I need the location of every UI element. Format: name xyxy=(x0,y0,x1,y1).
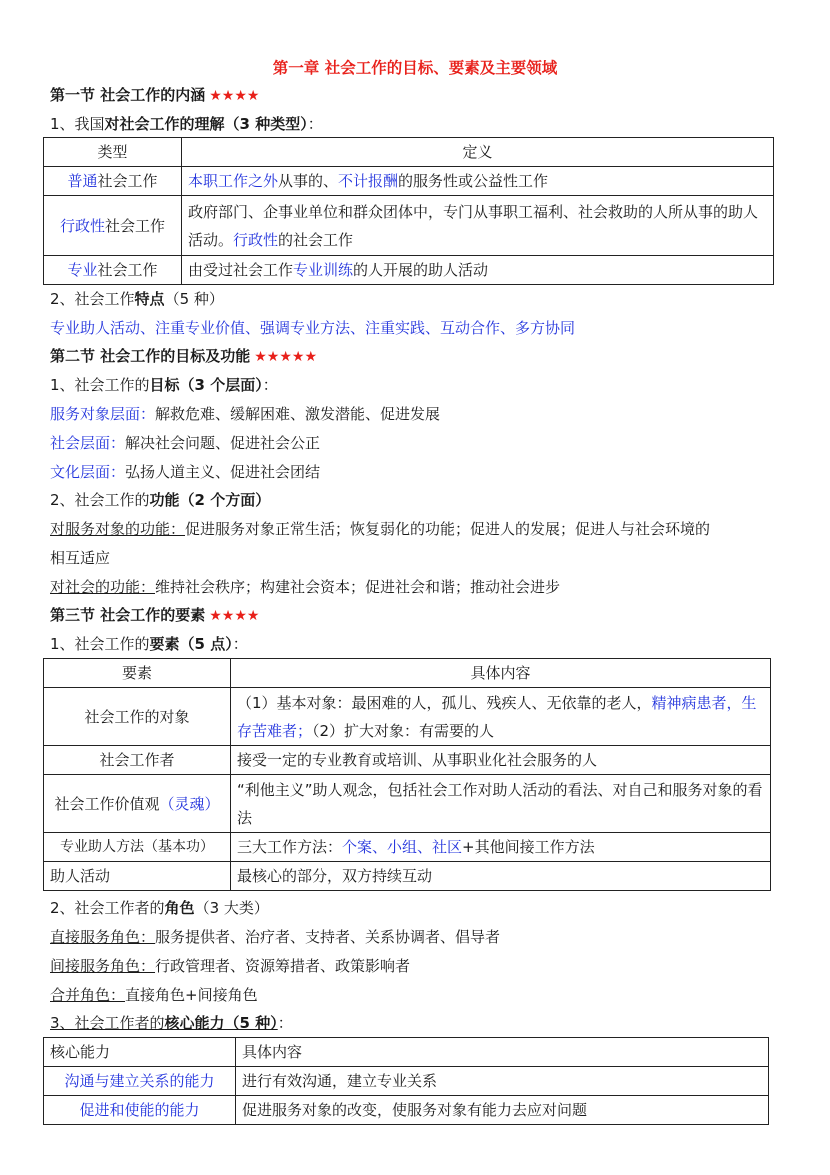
q-suffix: ： xyxy=(307,115,323,133)
q-prefix: 1、社会工作的 xyxy=(50,376,150,394)
text: 的服务性或公益性工作 xyxy=(398,172,549,190)
element-name: 社会工作的对象 xyxy=(44,688,231,746)
table-header: 核心能力 xyxy=(44,1038,236,1067)
ability-content: 促进服务对象的改变，使服务对象有能力去应对问题 xyxy=(236,1096,769,1125)
s3-question-1 xyxy=(50,634,248,654)
chapter-title: 第一章 社会工作的目标、要素及主要领域 xyxy=(272,59,558,77)
text: （1）基本对象：最困难的人，孤儿、残疾人、无依靠的老人， xyxy=(237,693,652,712)
table-row xyxy=(44,256,774,285)
function-label: 对社会的功能： xyxy=(50,578,156,596)
q-suffix: ： xyxy=(277,1014,293,1032)
q-prefix: 2、社会工作的 xyxy=(50,491,150,509)
q-prefix: 2、社会工作者的 xyxy=(50,899,165,917)
star-rating-icon: ★★★★★ xyxy=(254,349,317,365)
table-row xyxy=(44,862,771,891)
keyword: 本职工作之外 xyxy=(188,172,279,190)
table-row xyxy=(44,167,774,196)
function-text: 促进服务对象正常生活；恢复弱化的功能；促进人的发展；促进人与社会环境的 xyxy=(185,520,711,538)
s3-question-3 xyxy=(50,1013,293,1033)
type-label: 社会工作 xyxy=(97,261,158,279)
table-header: 具体内容 xyxy=(231,659,771,688)
function-item xyxy=(50,577,560,597)
role-item xyxy=(50,985,258,1005)
text: +其他间接工作方法 xyxy=(462,838,595,856)
traits-list: 专业助人活动、注重专业价值、强调专业方法、注重实践、互动合作、多方协同 xyxy=(50,319,576,337)
table-header: 具体内容 xyxy=(236,1038,769,1067)
keyword: 行政性 xyxy=(233,230,279,249)
table-row xyxy=(44,1067,769,1096)
role-item xyxy=(50,927,500,947)
table-row xyxy=(44,775,771,833)
goal-text: 弘扬人道主义、促进社会团结 xyxy=(125,463,321,481)
ability-content: 进行有效沟通，建立专业关系 xyxy=(236,1067,769,1096)
table-row xyxy=(44,1096,769,1125)
goal-item xyxy=(50,433,320,453)
text: 的社会工作 xyxy=(278,230,354,249)
function-label: 对服务对象的功能： xyxy=(50,520,186,538)
type-label: 社会工作 xyxy=(97,172,158,190)
text: 政府部门、企事业单位和群众团体中，专门从事职工福利、社会救助的人所从事的助人活动。 xyxy=(188,202,759,249)
star-rating-icon: ★★★★ xyxy=(209,608,260,624)
element-content: 接受一定的专业教育或培训、从事职业化社会服务的人 xyxy=(231,746,771,775)
table-row xyxy=(44,746,771,775)
goal-text: 解决社会问题、促进社会公正 xyxy=(125,434,321,452)
q-suffix: ： xyxy=(262,376,278,394)
keyword: 不计报酬 xyxy=(338,172,399,190)
text: 三大工作方法： xyxy=(237,838,343,856)
role-item xyxy=(50,956,410,976)
goal-text: 解救危难、缓解困难、激发潜能、促进发展 xyxy=(155,405,441,423)
table-row xyxy=(44,833,771,862)
s1-question-1 xyxy=(50,114,323,134)
goal-item xyxy=(50,404,440,424)
text: 的人开展的助人活动 xyxy=(353,261,489,279)
text: 从事的、 xyxy=(278,172,339,190)
role-label: 直接服务角色： xyxy=(50,928,156,946)
goal-item xyxy=(50,462,320,482)
q-bold: 对社会工作的理解（3 种类型） xyxy=(104,115,308,133)
s2-question-1 xyxy=(50,375,278,395)
table-header: 类型 xyxy=(44,138,182,167)
text: （2）扩大对象：有需要的人 xyxy=(312,721,495,740)
goal-label: 社会层面： xyxy=(50,434,126,452)
type-highlight: 专业 xyxy=(67,261,98,279)
goal-label: 服务对象层面： xyxy=(50,405,156,423)
type-label: 社会工作 xyxy=(105,216,166,235)
q-suffix: （5 种） xyxy=(164,290,224,308)
star-rating-icon: ★★★★ xyxy=(209,88,260,104)
role-text: 服务提供者、治疗者、支持者、关系协调者、倡导者 xyxy=(155,928,501,946)
q-bold: 要素（5 点） xyxy=(149,635,233,653)
q-prefix: 1、社会工作的 xyxy=(50,635,150,653)
q-prefix: 3、社会工作者的 xyxy=(50,1014,165,1032)
ability-name: 促进和使能的能力 xyxy=(44,1096,236,1125)
q-prefix: 2、社会工作 xyxy=(50,290,135,308)
function-text: 维持社会秩序；构建社会资本；促进社会和谐；推动社会进步 xyxy=(155,578,561,596)
keyword: 专业训练 xyxy=(293,261,354,279)
element-content: 最核心的部分，双方持续互动 xyxy=(231,862,771,891)
table-header: 定义 xyxy=(182,138,774,167)
section1-heading xyxy=(50,85,259,106)
function-item-cont: 相互适应 xyxy=(50,549,111,567)
q-bold: 功能（2 个方面） xyxy=(149,491,271,509)
table-row xyxy=(44,688,771,746)
table-header: 要素 xyxy=(44,659,231,688)
role-label: 合并角色： xyxy=(50,986,126,1004)
q-suffix: （3 大类） xyxy=(194,899,269,917)
text: 由受过社会工作 xyxy=(188,261,294,279)
section1-heading-text: 第一节 社会工作的内涵 xyxy=(50,86,206,104)
section3-heading-text: 第三节 社会工作的要素 xyxy=(50,606,206,624)
goal-label: 文化层面： xyxy=(50,463,126,481)
elements-table xyxy=(43,658,771,891)
s2-question-2 xyxy=(50,490,270,510)
element-name: 社会工作者 xyxy=(44,746,231,775)
q-bold: 核心能力（5 种） xyxy=(164,1014,278,1032)
q-bold: 目标（3 个层面） xyxy=(149,376,263,394)
ability-name: 沟通与建立关系的能力 xyxy=(44,1067,236,1096)
section3-heading xyxy=(50,605,259,626)
type-highlight: 普通 xyxy=(67,172,98,190)
element-name: 助人活动 xyxy=(44,862,231,891)
keyword: 个案、小组、社区 xyxy=(342,838,463,856)
q-prefix: 1、我国 xyxy=(50,115,105,133)
table-row xyxy=(44,196,774,256)
q-bold: 角色 xyxy=(164,899,195,917)
keyword: （灵魂） xyxy=(159,794,220,813)
section2-heading xyxy=(50,346,317,367)
s1-question-2 xyxy=(50,289,224,309)
type-highlight: 行政性 xyxy=(59,216,105,235)
s3-question-2 xyxy=(50,898,269,918)
element-name: 社会工作价值观 xyxy=(54,794,160,813)
function-item xyxy=(50,519,710,539)
abilities-table xyxy=(43,1037,769,1125)
keyword: 精神病患者，生存苦难者； xyxy=(237,693,757,740)
section2-heading-text: 第二节 社会工作的目标及功能 xyxy=(50,347,251,365)
types-table xyxy=(43,137,774,285)
role-text: 直接角色+间接角色 xyxy=(125,986,258,1004)
role-label: 间接服务角色： xyxy=(50,957,156,975)
element-content: “利他主义”助人观念，包括社会工作对助人活动的看法、对自己和服务对象的看法 xyxy=(231,775,771,833)
role-text: 行政管理者、资源筹措者、政策影响者 xyxy=(155,957,411,975)
element-name: 专业助人方法（基本功） xyxy=(44,833,231,862)
q-bold: 特点 xyxy=(134,290,165,308)
q-suffix: ： xyxy=(232,635,248,653)
